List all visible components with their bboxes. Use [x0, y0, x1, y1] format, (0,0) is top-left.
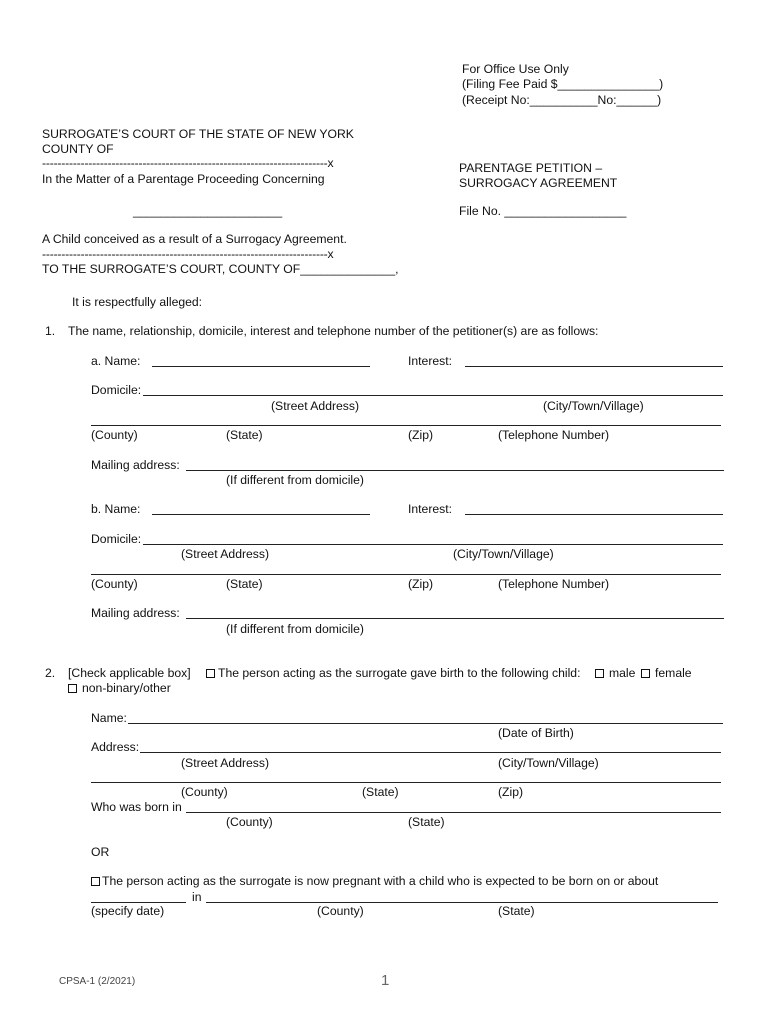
b-location-field[interactable]: [91, 574, 721, 575]
item2-check-label: [Check applicable box]: [68, 666, 191, 680]
item1-number: 1.: [45, 324, 56, 338]
a-city-caption: (City/Town/Village): [543, 399, 644, 413]
expected-county-caption: (County): [317, 904, 364, 918]
b-name-label: b. Name:: [91, 502, 141, 516]
a-mailing-label: Mailing address:: [91, 458, 180, 472]
child-city-caption: (City/Town/Village): [498, 756, 599, 770]
b-county-caption: (County): [91, 577, 138, 591]
a-street-caption: (Street Address): [271, 399, 360, 413]
gave-birth-text: The person acting as the surrogate gave birth to the following child:: [218, 666, 581, 680]
in-label: in: [192, 890, 202, 904]
born-in-label: Who was born in: [91, 800, 182, 814]
b-name-field[interactable]: [152, 514, 370, 515]
expected-place-field[interactable]: [206, 902, 718, 903]
specify-date-caption: (specify date): [91, 904, 165, 918]
a-zip-caption: (Zip): [408, 428, 434, 442]
a-county-caption: (County): [91, 428, 138, 442]
male-label: male: [609, 666, 636, 680]
nonbinary-checkbox[interactable]: [68, 682, 79, 694]
male-checkbox[interactable]: [595, 667, 606, 679]
petition-title-1: PARENTAGE PETITION –: [459, 161, 603, 175]
a-interest-label: Interest:: [408, 354, 453, 368]
female-label: female: [655, 666, 692, 680]
filing-fee-line: (Filing Fee Paid $_______________): [462, 77, 664, 91]
a-interest-field[interactable]: [465, 366, 723, 367]
a-location-field[interactable]: [91, 425, 721, 426]
b-state-caption: (State): [226, 577, 263, 591]
child-zip-caption: (Zip): [498, 785, 524, 799]
petition-title-2: SURROGACY AGREEMENT: [459, 176, 618, 190]
b-street-caption: (Street Address): [181, 547, 270, 561]
gave-birth-checkbox[interactable]: [206, 667, 217, 679]
form-id: CPSA-1 (2/2021): [59, 976, 136, 987]
a-domicile-label: Domicile:: [91, 383, 142, 397]
pregnant-checkbox[interactable]: [91, 875, 102, 887]
born-state-caption: (State): [408, 815, 445, 829]
expected-state-caption: (State): [498, 904, 535, 918]
born-in-field[interactable]: [186, 812, 721, 813]
b-mailing-label: Mailing address:: [91, 606, 180, 620]
a-domicile-field[interactable]: [143, 395, 723, 396]
or-label: OR: [91, 845, 110, 859]
born-county-caption: (County): [226, 815, 273, 829]
child-name-field[interactable]: [128, 723, 723, 724]
child-name-label: Name:: [91, 711, 127, 725]
a-phone-caption: (Telephone Number): [498, 428, 610, 442]
item2-number: 2.: [45, 666, 56, 680]
child-state-caption: (State): [362, 785, 399, 799]
nonbinary-label: non-binary/other: [82, 681, 171, 695]
file-number: File No. __________________: [459, 204, 627, 218]
child-address-field[interactable]: [140, 752, 721, 753]
a-if-different-caption: (If different from domicile): [226, 473, 364, 487]
female-checkbox[interactable]: [641, 667, 652, 679]
to-court-line: TO THE SURROGATE’S COURT, COUNTY OF______________,: [42, 262, 399, 276]
b-domicile-label: Domicile:: [91, 532, 142, 546]
child-location-field[interactable]: [91, 782, 721, 783]
child-county-caption: (County): [181, 785, 228, 799]
caption-dashes-top: --------------------------------------------------------------------------x: [42, 156, 334, 170]
a-name-field[interactable]: [152, 366, 370, 367]
b-interest-label: Interest:: [408, 502, 453, 516]
b-zip-caption: (Zip): [408, 577, 434, 591]
child-description: A Child conceived as a result of a Surrogacy Agreement.: [42, 232, 347, 246]
expected-date-field[interactable]: [91, 902, 186, 903]
b-city-caption: (City/Town/Village): [453, 547, 554, 561]
b-interest-field[interactable]: [465, 514, 723, 515]
pregnant-text: The person acting as the surrogate is now pregnant with a child who is expected to be born on or about: [102, 874, 659, 888]
child-street-caption: (Street Address): [181, 756, 270, 770]
a-name-label: a. Name:: [91, 354, 141, 368]
receipt-line: (Receipt No:__________No:______): [462, 93, 662, 107]
b-phone-caption: (Telephone Number): [498, 577, 610, 591]
page-number: 1: [381, 972, 390, 989]
a-state-caption: (State): [226, 428, 263, 442]
county-of-label: COUNTY OF: [42, 142, 114, 156]
court-name: SURROGATE’S COURT OF THE STATE OF NEW YORK: [42, 127, 354, 141]
item1-text: The name, relationship, domicile, interest and telephone number of the petitioner(s) are as follows:: [68, 324, 599, 338]
a-mailing-field[interactable]: [186, 470, 724, 471]
b-mailing-field[interactable]: [186, 618, 724, 619]
matter-text: In the Matter of a Parentage Proceeding Concerning: [42, 172, 325, 186]
child-address-label: Address:: [91, 740, 140, 754]
b-if-different-caption: (If different from domicile): [226, 622, 364, 636]
child-name-line[interactable]: ______________________: [133, 204, 283, 218]
caption-dashes-bottom: --------------------------------------------------------------------------x: [42, 247, 334, 261]
office-use-label: For Office Use Only: [462, 62, 569, 76]
b-domicile-field[interactable]: [143, 544, 723, 545]
dob-caption: (Date of Birth): [498, 726, 574, 740]
intro-text: It is respectfully alleged:: [72, 295, 203, 309]
